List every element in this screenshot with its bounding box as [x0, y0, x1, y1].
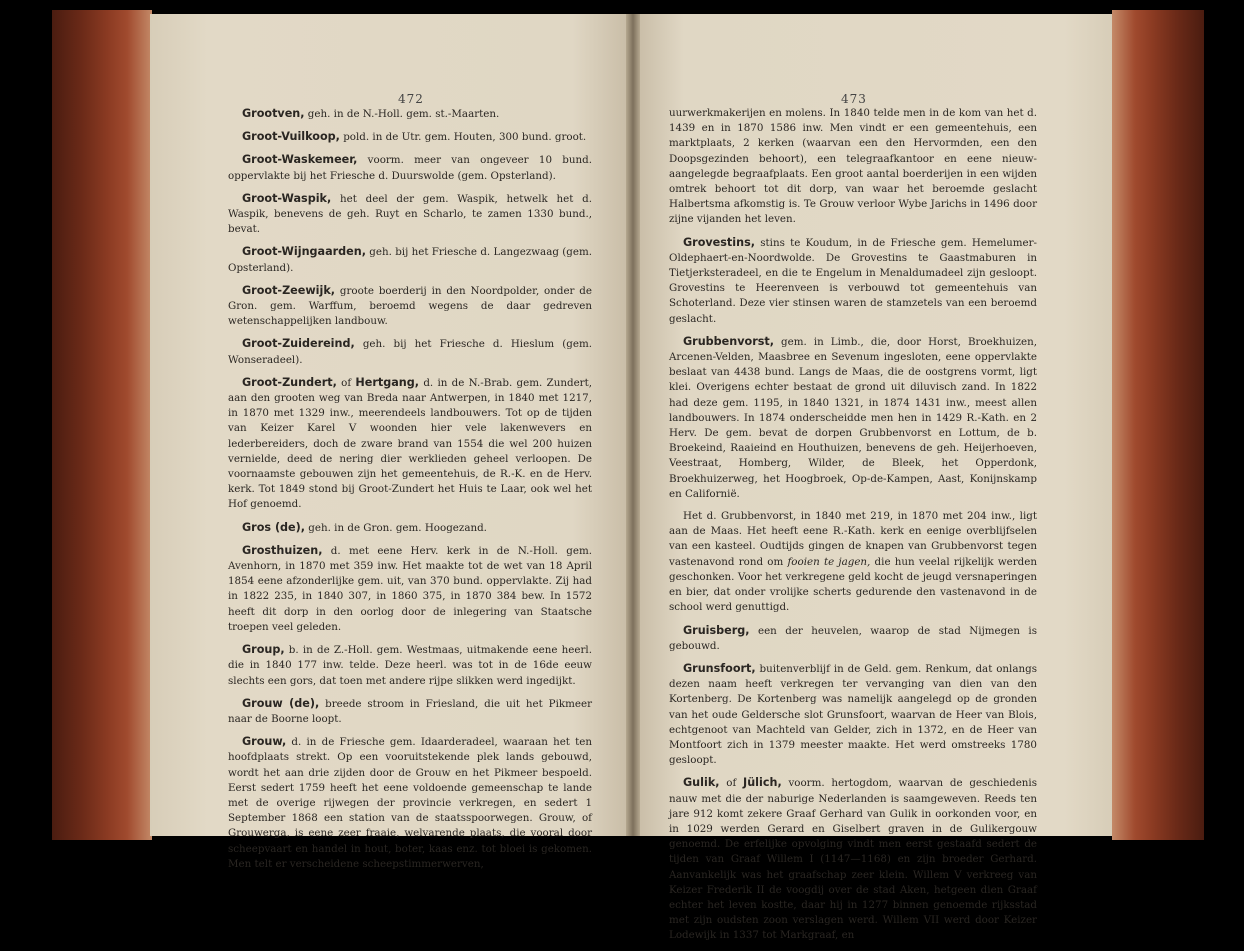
- page-text: [669, 106, 1037, 951]
- dictionary-entry: [669, 661, 1037, 768]
- dictionary-entry: [228, 106, 592, 122]
- dictionary-entry: [228, 520, 592, 536]
- entry-headword: Grovestins,: [683, 235, 755, 249]
- right-page: [636, 14, 1112, 942]
- continuation-paragraph: uurwerkmakerijen en molens. In 1840 telde men in de kom van het d. 1439 en in 1870 1586 inw. Men vindt er een gemeentehuis, een marktplaats, 2 kerken (waarvan een den Hervormden, een den Doopsgezinden behoort), een telegraafkantoor en eene nieuw-aangelegde begraafplaats. Een groot aantal boerderijen in een wijden omtrek behoort tot dit dorp, van waar het beroemde geslacht Halbertsma afkomstig is. Te Grouw verloor Wybe Jarichs in 1496 door zijne vijanden het leven.: [669, 107, 1037, 226]
- dictionary-entry: [228, 152, 592, 183]
- entry-headword: Gulik,: [683, 776, 720, 790]
- entry-text: buitenverblijf in de Geld. gem. Renkum, dat onlangs dezen naam heeft verkregen ter vervanging van dien van den Kortenberg. De Kortenberg was namelijk aangelegd op de gronden van het oude Geldersche slot Grunsfoort, waarvan de Heer van Blois, echtgenoot van Machteld van Gelder, zich in 1372, en de Heer van Montfoort zich in 1379 meester maakte. Het werd omstreeks 1780 gesloopt.: [669, 662, 1037, 767]
- page-text: [228, 106, 592, 879]
- entry-headword: Grunsfoort,: [683, 661, 756, 675]
- entry-text: het deel der gem. Waspik, hetwelk het d. Waspik, benevens de geh. Ruyt en Scharlo, te zamen 1330 bund., bevat.: [228, 192, 592, 236]
- entry-text: voorm. meer van ongeveer 10 bund. oppervlakte bij het Friesche d. Duurswolde (gem. Opsterland).: [228, 154, 592, 182]
- entry-headword: Groot-Zuidereind,: [242, 337, 355, 351]
- dictionary-entry: [228, 642, 592, 689]
- page-number: 473: [841, 92, 867, 106]
- entry-italic-text: fooien te jagen,: [787, 555, 871, 568]
- entry-text-continued: die hun veelal rijkelijk werden geschonken. Voor het verkregene geld kocht de jeugd versnaperingen en bier, dat onder vrolijke scherts gedurende den vastenavond in de school werd genuttigd.: [669, 555, 1037, 614]
- entry-text: stins te Koudum, in de Friesche gem. Hemelumer-Oldephaert-en-Noordwolde. De Grovestins te Gaastmaburen in Tietjerksteradeel, en die te Engelum in Menaldumadeel zijn gesloopt. Grovestins te Heerenveen is verbouwd tot gemeentehuis van Schoterland. Deze vier stinsen waren de stamzetels van een beroemd geslacht.: [669, 236, 1037, 325]
- entry-text: pold. in de Utr. gem. Houten, 300 bund. groot.: [339, 131, 587, 144]
- dictionary-entry: [228, 336, 592, 367]
- entry-headword: Grouw (de),: [242, 696, 320, 710]
- entry-headword: Grootven,: [242, 107, 305, 120]
- dictionary-entry: [669, 334, 1037, 502]
- dictionary-entry: [669, 509, 1037, 615]
- entry-text: geh. in de N.-Holl. gem. st.-Maarten.: [304, 108, 500, 120]
- entry-headword: Groot-Zeewijk,: [242, 283, 336, 297]
- book-edge-left: [52, 10, 152, 840]
- entry-headword-alt: Jülich,: [743, 776, 782, 790]
- entry-headword: Grouw,: [242, 735, 287, 749]
- dictionary-entry: [228, 191, 592, 238]
- entry-text: d. met eene Herv. kerk in de N.-Holl. gem. Avenhorn, in 1870 met 359 inw. Het maakte tot de wet van 18 April 1854 eene afzonderlijke gem. uit, van 370 bund. oppervlakte. Zij had in 1822 235, in 1840 307, in 1860 375, in 1870 384 bew. In 1572 heeft dit dorp in den oorlog door de inlegering van Staatsche troepen veel geleden.: [228, 544, 592, 633]
- dictionary-entry: [228, 244, 592, 275]
- dictionary-entry: [669, 623, 1037, 654]
- entry-connector: of: [336, 376, 356, 389]
- entry-headword: Groot-Waspik,: [242, 191, 332, 205]
- dictionary-entry: [669, 775, 1037, 943]
- entry-text: gem. in Limb., die, door Horst, Broekhuizen, Arcenen-Velden, Maasbree en Sevenum ingesloten, eene oppervlakte beslaat van 4438 bund. Langs de Maas, die de oostgrens vormt, ligt klei. Overigens echter bestaat de grond uit diluvisch zand. In 1822 had deze gem. 1195, in 1840 1321, in 1874 1431 inw., meest allen landbouwers. In 1874 onderscheidde men hen in 1429 R.-Kath. en 2 Herv. De gem. bevat de dorpen Grubbenvorst en Lottum, de b. Broekeind, Raaieind en Houthuizen, benevens de geh. Heijerhoeven, Veestraat, Homberg, Wilder, de Bleek, het Opperdonk, Broekhuizerweg, het Hoogbroek, Op-de-Kampen, Aast, Konijnskamp en Californië.: [669, 335, 1037, 500]
- entry-text: voorm. hertogdom, waarvan de geschiedenis nauw met die der naburige Nederlanden is saamgeweven. Reeds ten jare 912 komt zekere Graaf Gerhard van Gulik in oorkonden voor, en in 1029 werden Gerard en Giselbert graven in de Gulikergouw genoemd. De erfelijke opvolging vindt men eerst gestaafd sedert de tijden van Graaf Willem I (1147—1168) en zijn broeder Gerhard. Aanvankelijk was het graafschap zeer klein. Willem V verkreeg van Keizer Frederik II de voogdij over de stad Aken, hetgeen dien Graaf echter het leven kostte, daar hij in 1277 binnen genoemde rijksstad met zijn oudsten zoon verslagen werd. Willem VII werd door Keizer Lodewijk in 1337 tot Markgraaf, en: [669, 777, 1037, 942]
- left-page: [150, 14, 630, 870]
- page-number: 472: [398, 92, 424, 106]
- entry-text: d. in de N.-Brab. gem. Zundert, aan den grooten weg van Breda naar Antwerpen, in 1840 met 1217, in 1870 met 1329 inw., meerendeels landbouwers. Tot op de tijden van Keizer Karel V woonden hier vele lakenwevers en lederbereiders, doch de zware brand van 1554 die wel 200 huizen vernielde, deed de nering dier werklieden geheel verloopen. De voornaamste gebouwen zijn het gemeentehuis, de R.-K. en de Herv. kerk. Tot 1849 stond bij Groot-Zundert het Huis te Laar, ook wel het Hof genoemd.: [228, 376, 592, 511]
- dictionary-entry: [669, 235, 1037, 327]
- book-edge-right: [1112, 10, 1204, 840]
- entry-headword: Grubbenvorst,: [683, 334, 774, 348]
- dictionary-entry: [228, 283, 592, 330]
- entry-headword: Groot-Vuilkoop,: [242, 130, 340, 144]
- entry-text: groote boerderij in den Noordpolder, onder de Gron. gem. Warffum, beroemd wegens de daar gedreven wetenschappelijken landbouw.: [228, 284, 592, 328]
- entry-headword: Gruisberg,: [683, 623, 750, 637]
- entry-text: geh. bij het Friesche d. Langezwaag (gem. Opsterland).: [228, 246, 592, 274]
- entry-connector: of: [719, 777, 744, 790]
- dictionary-entry: [228, 543, 592, 635]
- entry-text: geh. in de Gron. gem. Hoogezand.: [305, 521, 487, 534]
- entry-headword: Gros (de),: [242, 520, 306, 534]
- entry-headword: Groot-Waskemeer,: [242, 153, 358, 167]
- entry-text: breede stroom in Friesland, die uit het Pikmeer naar de Boorne loopt.: [228, 697, 592, 725]
- entry-text: d. in de Friesche gem. Idaarderadeel, waaraan het ten hoofdplaats strekt. Op een vooruitstekende plek lands gebouwd, wordt het aan drie zijden door de Grouw en het Pikmeer bespoeld. Eerst sedert 1759 heeft het eene voldoende gemeenschap te lande met de overige rijwegen der provincie verkregen, en sedert 1 September 1868 een station van de staatsspoorwegen. Grouw, of Grouwerga, is eene zeer fraaie, welvarende plaats, die vooral door scheepvaart en handel in hout, boter, kaas enz. tot bloei is gekomen. Men telt er verscheidene scheepstimmerwerven,: [228, 736, 592, 870]
- entry-text: een der heuvelen, waarop de stad Nijmegen is gebouwd.: [669, 624, 1037, 652]
- entry-headword: Groot-Zundert,: [242, 375, 337, 389]
- entry-headword: Groot-Wijngaarden,: [242, 245, 366, 259]
- entry-headword: Grosthuizen,: [242, 543, 323, 557]
- dictionary-entry: [228, 375, 592, 513]
- dictionary-entry: [228, 734, 592, 872]
- entry-text: b. in de Z.-Holl. gem. Westmaas, uitmakende eene heerl. die in 1840 177 inw. telde. Deze heerl. was tot in de 16de eeuw slechts een gors, dat toen met andere rijpe slikken werd ingedijkt.: [228, 644, 592, 687]
- entry-headword-alt: Hertgang,: [355, 375, 420, 389]
- dictionary-entry: [228, 129, 592, 145]
- entry-headword: Group,: [242, 643, 285, 657]
- book-gutter: [626, 14, 640, 836]
- dictionary-entry: [228, 696, 592, 727]
- entry-text: geh. bij het Friesche d. Hieslum (gem. Wonseradeel).: [228, 338, 592, 366]
- entry-text: Het d. Grubbenvorst, in 1840 met 219, in 1870 met 204 inw., ligt aan de Maas. Het heeft eene R.-Kath. kerk en eenige overblijfselen van een kasteel. Oudtijds gingen de knapen van Grubbenvorst tegen vastenavond rond om: [669, 510, 1037, 568]
